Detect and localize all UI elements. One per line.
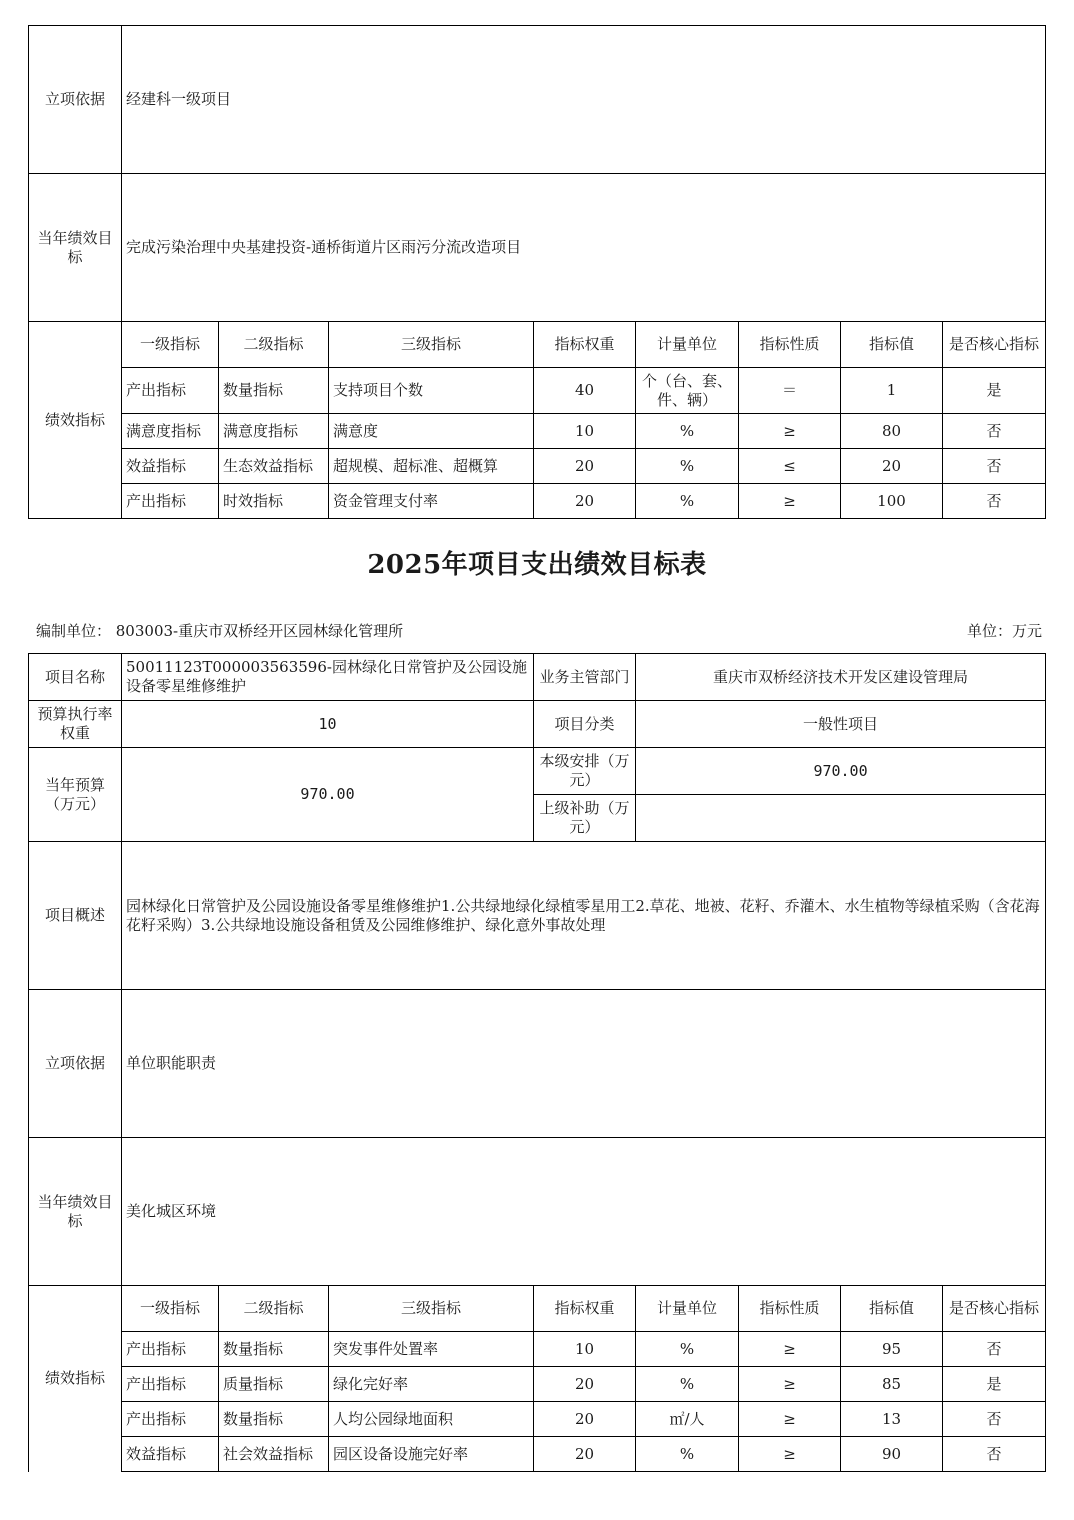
cell: 产出指标 [122, 1332, 219, 1367]
header-cell: 指标性质 [739, 1286, 841, 1332]
local-value: 970.00 [636, 748, 1046, 795]
rate-label: 预算执行率权重 [29, 701, 122, 748]
overview-value: 园林绿化日常管护及公园设施设备零星维修维护1.公共绿地绿化绿植零星用工2.草花、地被、花籽、乔灌木、水生植物等绿植采购（含花海花籽采购）3.公共绿地设施设备租赁及公园维修维护、绿化意外事故处理 [122, 842, 1046, 990]
cell: 20 [841, 449, 943, 484]
cell: 40 [534, 368, 636, 414]
goal-label: 当年绩效目标 [29, 1138, 122, 1286]
cell: 否 [943, 1437, 1046, 1472]
cell: % [636, 1367, 739, 1402]
basis-value: 经建科一级项目 [122, 26, 1046, 174]
overview-label: 项目概述 [29, 842, 122, 990]
cell: ＝ [739, 368, 841, 414]
cell: 数量指标 [219, 368, 329, 414]
table-row [29, 368, 1046, 414]
category-label: 项目分类 [534, 701, 636, 748]
header-cell: 指标权重 [534, 322, 636, 368]
cell: ≤ [739, 449, 841, 484]
cell: 资金管理支付率 [329, 484, 534, 519]
cell: 社会效益指标 [219, 1437, 329, 1472]
goal-label: 当年绩效目标 [29, 174, 122, 322]
header-cell: 三级指标 [329, 322, 534, 368]
table-row [29, 1367, 1046, 1402]
cell: 否 [943, 414, 1046, 449]
cell: 满意度 [329, 414, 534, 449]
category-value: 一般性项目 [636, 701, 1046, 748]
cell: 85 [841, 1367, 943, 1402]
header-cell: 二级指标 [219, 322, 329, 368]
cell: 否 [943, 449, 1046, 484]
cell: 20 [534, 484, 636, 519]
top-goal-table [28, 25, 1046, 519]
cell: 个（台、套、件、辆） [636, 368, 739, 414]
table-row [29, 449, 1046, 484]
budget-label: 当年预算（万元） [29, 748, 122, 842]
cell: 数量指标 [219, 1332, 329, 1367]
cell: 20 [534, 449, 636, 484]
cell: 90 [841, 1437, 943, 1472]
cell: 支持项目个数 [329, 368, 534, 414]
upper-label: 上级补助（万元） [534, 795, 636, 842]
cell: 突发事件处置率 [329, 1332, 534, 1367]
header-cell: 一级指标 [122, 1286, 219, 1332]
local-label: 本级安排（万元） [534, 748, 636, 795]
cell: 绿化完好率 [329, 1367, 534, 1402]
header-cell: 三级指标 [329, 1286, 534, 1332]
cell: 数量指标 [219, 1402, 329, 1437]
cell: ≥ [739, 484, 841, 519]
basis-label: 立项依据 [29, 990, 122, 1138]
cell: 质量指标 [219, 1367, 329, 1402]
project-name-label: 项目名称 [29, 654, 122, 701]
table-row [29, 1402, 1046, 1437]
cell: % [636, 484, 739, 519]
header-cell: 指标性质 [739, 322, 841, 368]
cell: 效益指标 [122, 1437, 219, 1472]
cell: 效益指标 [122, 449, 219, 484]
cell: ㎡/人 [636, 1402, 739, 1437]
unit-label: 单位：万元 [966, 622, 1042, 640]
cell: 20 [534, 1367, 636, 1402]
cell: 10 [534, 414, 636, 449]
cell: 否 [943, 1332, 1046, 1367]
cell: 否 [943, 484, 1046, 519]
basis-value: 单位职能职责 [122, 990, 1046, 1138]
cell: ≥ [739, 1437, 841, 1472]
cell: 否 [943, 1402, 1046, 1437]
cell: 95 [841, 1332, 943, 1367]
rate-value: 10 [122, 701, 534, 748]
indicators-label: 绩效指标 [29, 1286, 122, 1472]
cell: 20 [534, 1437, 636, 1472]
header-cell: 指标值 [841, 1286, 943, 1332]
cell: 1 [841, 368, 943, 414]
dept-label: 业务主管部门 [534, 654, 636, 701]
cell: 产出指标 [122, 484, 219, 519]
cell: ≥ [739, 1402, 841, 1437]
unit-line [36, 620, 1042, 642]
cell: 人均公园绿地面积 [329, 1402, 534, 1437]
cell: 是 [943, 1367, 1046, 1402]
project-table [28, 653, 1046, 1472]
cell: 13 [841, 1402, 943, 1437]
dept-value: 重庆市双桥经济技术开发区建设管理局 [636, 654, 1046, 701]
org-label: 编制单位： 803003-重庆市双桥经开区园林绿化管理所 [36, 622, 404, 640]
header-cell: 是否核心指标 [943, 322, 1046, 368]
indicators-label: 绩效指标 [29, 322, 122, 519]
header-cell: 指标权重 [534, 1286, 636, 1332]
header-cell: 指标值 [841, 322, 943, 368]
cell: 10 [534, 1332, 636, 1367]
cell: 是 [943, 368, 1046, 414]
cell: 产出指标 [122, 1402, 219, 1437]
goal-value: 完成污染治理中央基建投资-通桥街道片区雨污分流改造项目 [122, 174, 1046, 322]
cell: 产出指标 [122, 1367, 219, 1402]
cell: ≥ [739, 1332, 841, 1367]
cell: 满意度指标 [219, 414, 329, 449]
cell: 满意度指标 [122, 414, 219, 449]
header-cell: 一级指标 [122, 322, 219, 368]
header-cell: 计量单位 [636, 322, 739, 368]
cell: 超规模、超标准、超概算 [329, 449, 534, 484]
cell: 100 [841, 484, 943, 519]
upper-value [636, 795, 1046, 842]
table-row [29, 1437, 1046, 1472]
header-cell: 是否核心指标 [943, 1286, 1046, 1332]
table-row [29, 484, 1046, 519]
table-row [29, 1332, 1046, 1367]
cell: 园区设备设施完好率 [329, 1437, 534, 1472]
cell: ≥ [739, 1367, 841, 1402]
header-cell: 二级指标 [219, 1286, 329, 1332]
cell: % [636, 1437, 739, 1472]
budget-value: 970.00 [122, 748, 534, 842]
cell: 20 [534, 1402, 636, 1437]
page-title: 2025年项目支出绩效目标表 [367, 550, 707, 580]
cell: % [636, 414, 739, 449]
cell: ≥ [739, 414, 841, 449]
cell: 生态效益指标 [219, 449, 329, 484]
cell: % [636, 1332, 739, 1367]
cell: 时效指标 [219, 484, 329, 519]
basis-label: 立项依据 [29, 26, 122, 174]
header-cell: 计量单位 [636, 1286, 739, 1332]
project-name-value: 50011123T000003563596-园林绿化日常管护及公园设施设备零星维修维护 [122, 654, 534, 701]
cell: % [636, 449, 739, 484]
goal-value: 美化城区环境 [122, 1138, 1046, 1286]
cell: 产出指标 [122, 368, 219, 414]
table-row [29, 414, 1046, 449]
cell: 80 [841, 414, 943, 449]
